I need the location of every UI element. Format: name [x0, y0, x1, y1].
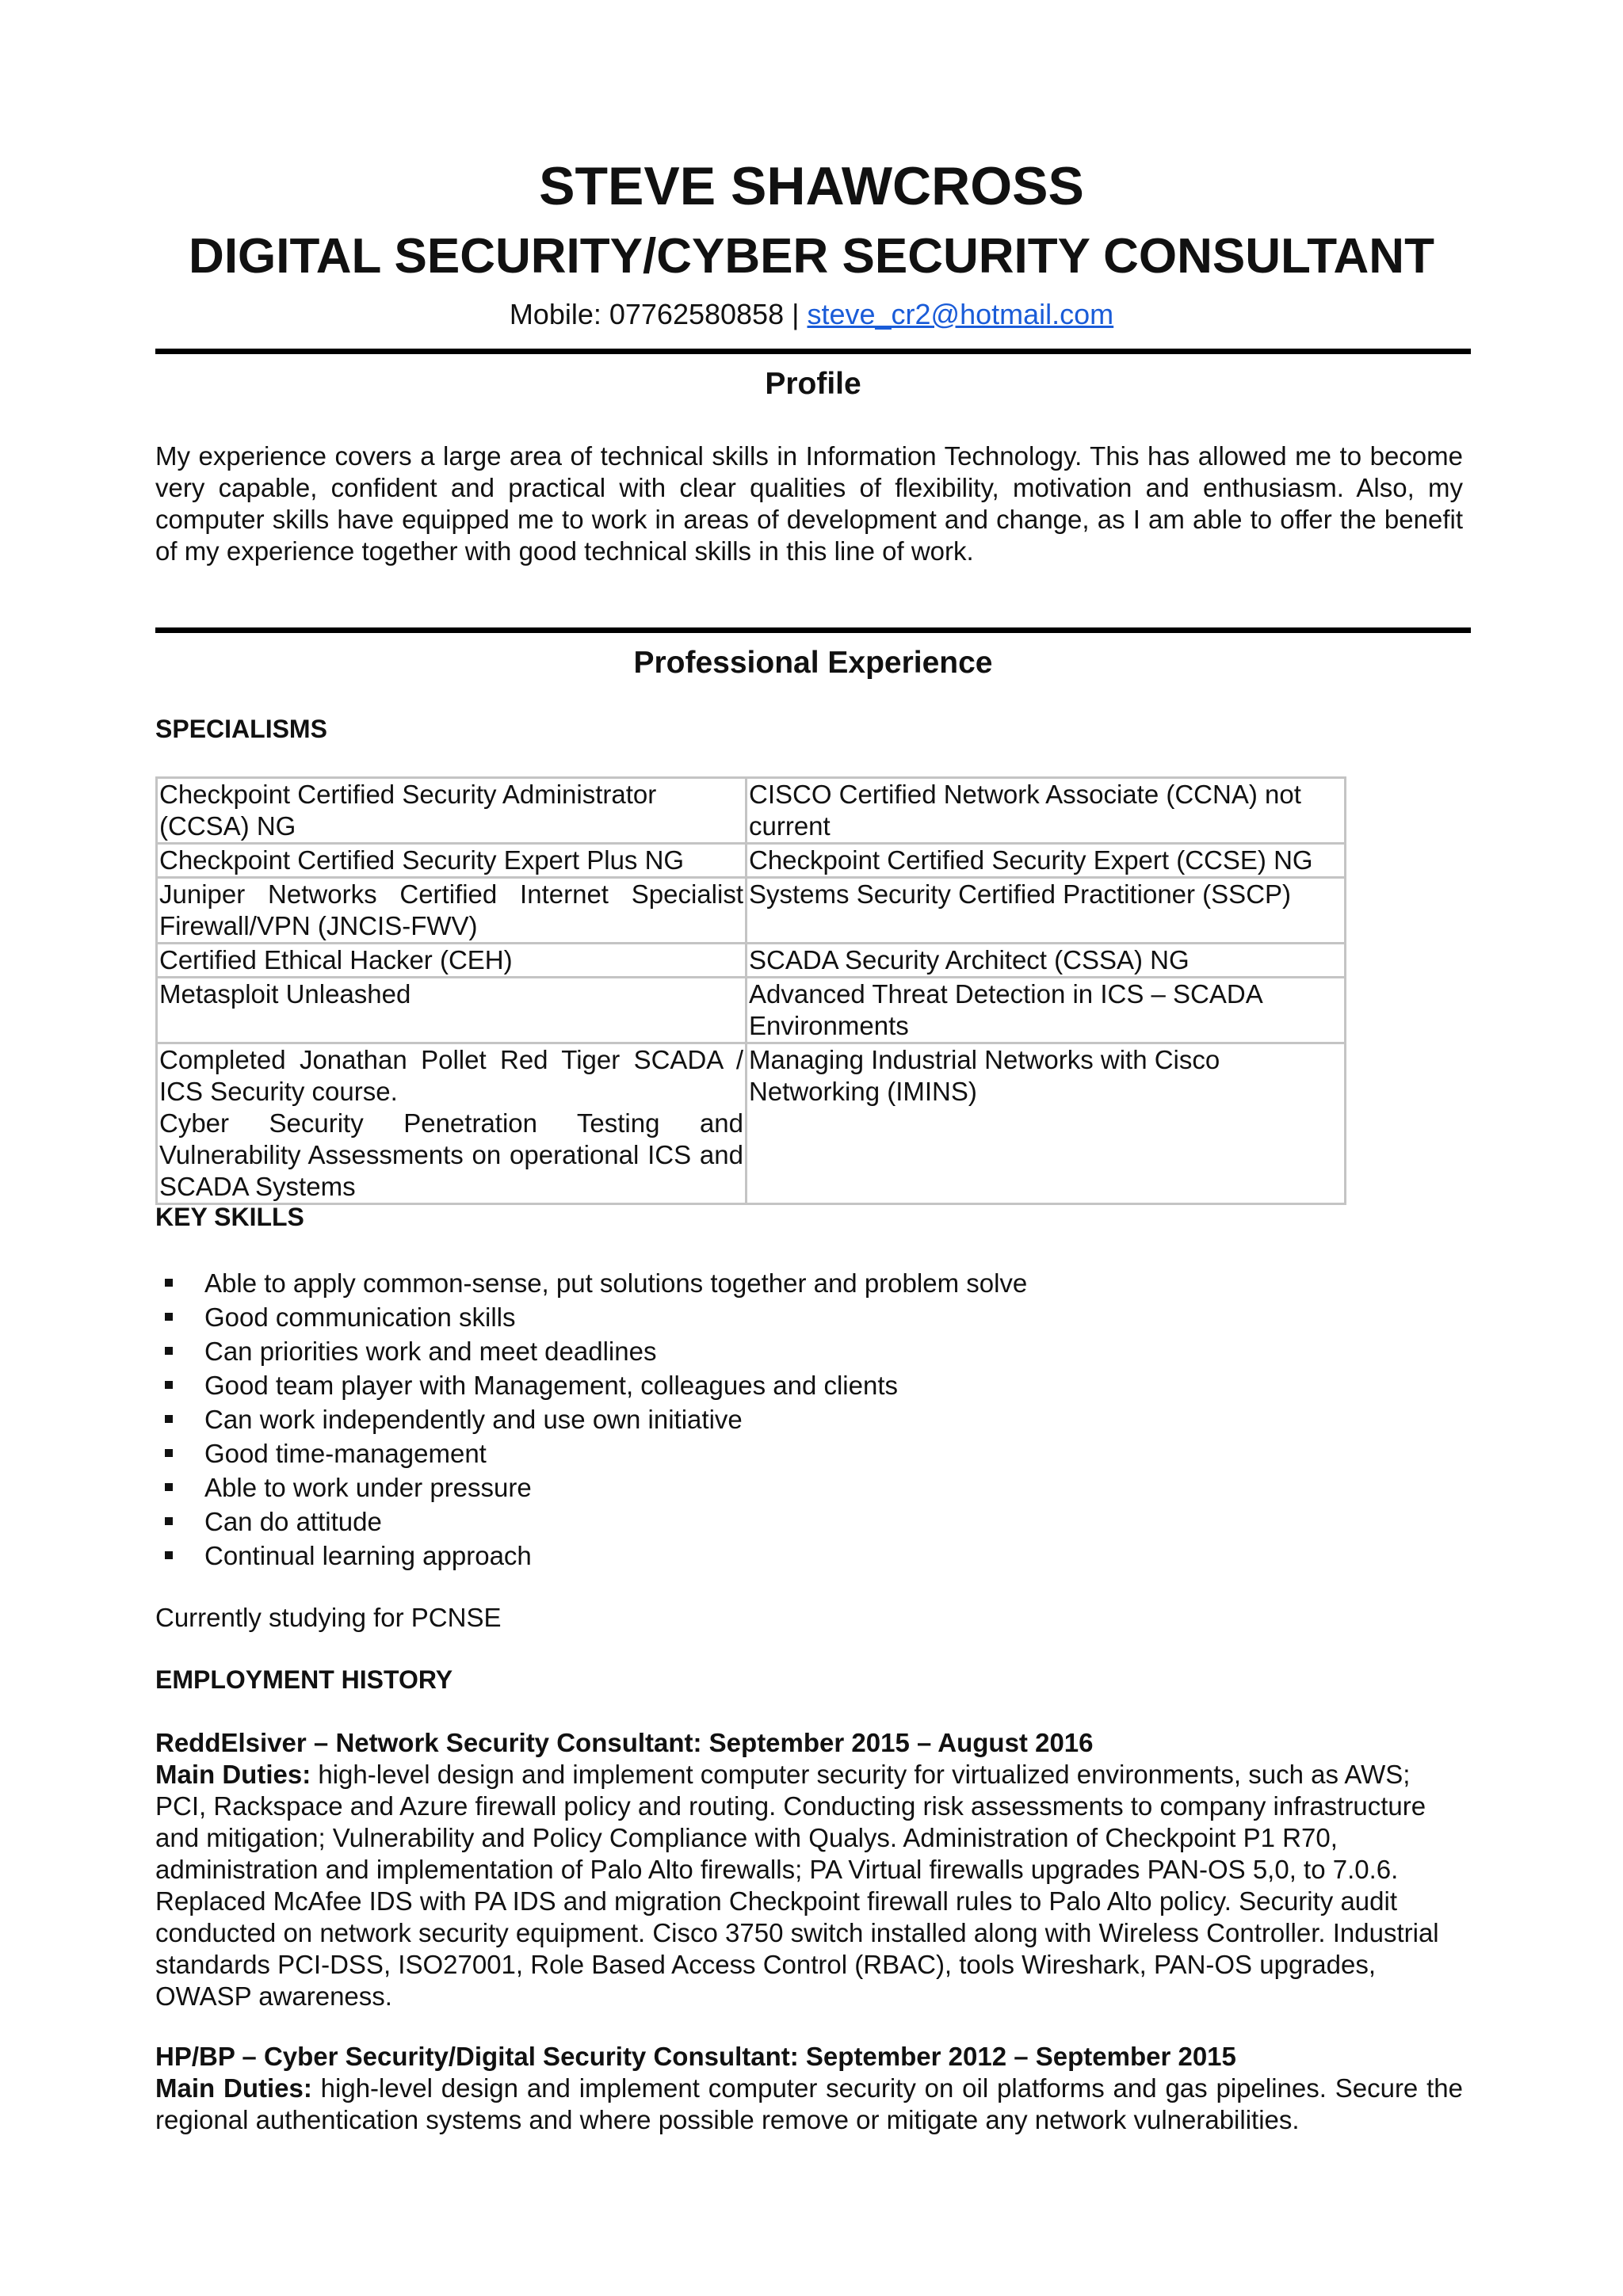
- studying-note: Currently studying for PCNSE: [155, 1603, 502, 1632]
- bullet-icon: [165, 1449, 173, 1457]
- specialism-cell: Juniper Networks Certified Internet Specialist Firewall/VPN (JNCIS-FWV): [157, 878, 747, 944]
- key-skills-heading: KEY SKILLS: [155, 1203, 304, 1231]
- list-item: Good team player with Management, colleagues and clients: [155, 1368, 1027, 1402]
- email-link[interactable]: steve_cr2@hotmail.com: [807, 298, 1114, 330]
- candidate-name: STEVE SHAWCROSS: [539, 156, 1084, 216]
- list-item: Can do attitude: [155, 1505, 1027, 1539]
- specialism-cell: Checkpoint Certified Security Expert (CCSE) NG: [747, 844, 1346, 878]
- bullet-icon: [165, 1517, 173, 1525]
- list-item: Good communication skills: [155, 1300, 1027, 1334]
- mobile-number: Mobile: 07762580858 |: [509, 298, 800, 330]
- duties-text: high-level design and implement computer security on oil platforms and gas pipelines. Secure the regional authentication systems and where possible remove or mitigate any network vulnerabilities.: [155, 2073, 1463, 2134]
- table-row: [157, 944, 1346, 978]
- profile-divider: [155, 627, 1471, 633]
- list-item: Continual learning approach: [155, 1539, 1027, 1573]
- bullet-icon: [165, 1415, 173, 1423]
- specialism-cell: Checkpoint Certified Security Administrator (CCSA) NG: [157, 778, 747, 844]
- specialisms-table: [155, 776, 1346, 1205]
- bullet-icon: [165, 1381, 173, 1389]
- experience-heading: Professional Experience: [633, 646, 993, 680]
- profile-heading: Profile: [765, 367, 861, 401]
- specialism-cell: Managing Industrial Networks with Cisco Networking (IMINS): [747, 1043, 1346, 1204]
- bullet-icon: [165, 1347, 173, 1355]
- specialism-item: Completed Jonathan Pollet Red Tiger SCADA / ICS Security course.: [159, 1045, 743, 1106]
- profile-text: My experience covers a large area of technical skills in Information Technology. This has allowed me to become very capable, confident and practical with clear qualities of flexibility, motivation and enthusiasm. Also, my computer skills have equipped me to work in areas of development and change, as I am able to offer the benefit of my experience together with good technical skills in this line of work.: [155, 441, 1463, 566]
- contact-line: [0, 295, 1623, 334]
- list-item: Can priorities work and meet deadlines: [155, 1334, 1027, 1368]
- job-duties: [155, 2073, 1463, 2136]
- duties-label: Main Duties:: [155, 2073, 312, 2103]
- specialism-cell: Checkpoint Certified Security Expert Plus NG: [157, 844, 747, 878]
- header-divider: [155, 349, 1471, 354]
- specialism-cell: Metasploit Unleashed: [157, 978, 747, 1043]
- specialisms-heading: SPECIALISMS: [155, 715, 327, 743]
- duties-text: high-level design and implement computer security for virtualized environments, such as AWS; PCI, Rackspace and Azure firewall policy and routing. Conducting risk assessments to company infrastructure and mitigation; Vulnerability and Policy Compliance with Qualys. Administration of Checkpoint P1 R70, administration and implementation of Palo Alto firewalls; PA Virtual firewalls upgrades PAN-OS 5,0, to 7.0.6. Replaced McAfee IDS with PA IDS and migration Checkpoint firewall rules to Palo Alto policy. Security audit conducted on network security equipment. Cisco 3750 switch installed along with Wireless Controller. Industrial standards PCI-DSS, ISO27001, Role Based Access Control (RBAC), tools Wireshark, PAN-OS upgrades, OWASP awareness.: [155, 1760, 1439, 2011]
- specialism-cell: CISCO Certified Network Associate (CCNA) not current: [747, 778, 1346, 844]
- job-title: HP/BP – Cyber Security/Digital Security Consultant: September 2012 – September 2015: [155, 2042, 1236, 2071]
- table-row: [157, 778, 1346, 844]
- list-item: Good time-management: [155, 1436, 1027, 1470]
- specialism-cell: SCADA Security Architect (CSSA) NG: [747, 944, 1346, 978]
- duties-label: Main Duties:: [155, 1760, 311, 1789]
- specialism-cell: Systems Security Certified Practitioner (SSCP): [747, 878, 1346, 944]
- job-duties: [155, 1759, 1463, 2012]
- key-skills-list: [155, 1266, 1027, 1573]
- bullet-icon: [165, 1313, 173, 1321]
- table-row: [157, 844, 1346, 878]
- specialism-item: Cyber Security Penetration Testing and Vulnerability Assessments on operational ICS and SCADA Systems: [159, 1108, 743, 1201]
- list-item: Able to work under pressure: [155, 1470, 1027, 1505]
- specialism-cell: [157, 1043, 747, 1204]
- employment-heading: EMPLOYMENT HISTORY: [155, 1665, 453, 1694]
- list-item: Able to apply common-sense, put solutions together and problem solve: [155, 1266, 1027, 1300]
- table-row: [157, 878, 1346, 944]
- specialism-cell: Certified Ethical Hacker (CEH): [157, 944, 747, 978]
- table-row: [157, 978, 1346, 1043]
- table-row: [157, 1043, 1346, 1204]
- bullet-icon: [165, 1551, 173, 1559]
- bullet-icon: [165, 1483, 173, 1491]
- specialism-cell: Advanced Threat Detection in ICS – SCADA Environments: [747, 978, 1346, 1043]
- list-item: Can work independently and use own initiative: [155, 1402, 1027, 1436]
- candidate-title: DIGITAL SECURITY/CYBER SECURITY CONSULTANT: [189, 229, 1434, 284]
- bullet-icon: [165, 1279, 173, 1287]
- job-title: ReddElsiver – Network Security Consultant: September 2015 – August 2016: [155, 1728, 1094, 1757]
